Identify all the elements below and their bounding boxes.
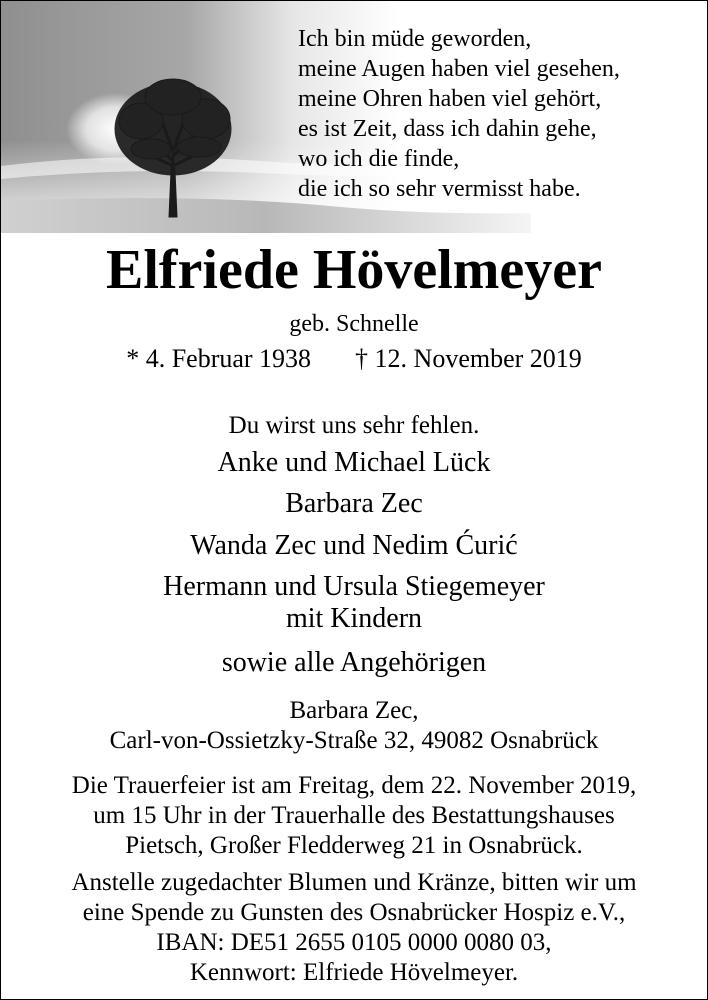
address-name: Barbara Zec, — [289, 697, 419, 724]
poem-line: meine Ohren haben viel gehört, — [298, 86, 602, 112]
poem-line: es ist Zeit, dass ich dahin gehe, — [298, 116, 597, 142]
mourner-line: Hermann und Ursula Stiegemeyer — [163, 571, 545, 602]
death-date: † 12. November 2019 — [355, 344, 582, 373]
birth-date: * 4. Februar 1938 — [126, 344, 312, 373]
donation-line: Anstelle zugedachter Blumen und Kränze, bitten wir um — [71, 869, 637, 896]
mourner-line: sowie alle Angehörigen — [221, 647, 487, 678]
funeral-line: Pietsch, Großer Fledderweg 21 in Osnabrück. — [125, 832, 583, 859]
mourner-line: Wanda Zec und Nedim Ćurić — [190, 530, 518, 561]
funeral-line: um 15 Uhr in der Trauerhalle des Bestattungshauses — [93, 802, 615, 829]
donation-line: Kennwort: Elfriede Hövelmeyer. — [189, 959, 519, 986]
mourner-line: Barbara Zec — [285, 488, 423, 519]
donation-line: IBAN: DE51 2655 0105 0000 0080 03, — [156, 929, 552, 956]
poem-line: wo ich die finde, — [298, 146, 460, 172]
funeral-line: Die Trauerfeier ist am Freitag, dem 22. November 2019, — [71, 772, 637, 799]
poem-verse — [298, 24, 620, 204]
life-dates — [0, 343, 708, 375]
mourner-line: Anke und Michael Lück — [217, 447, 491, 478]
poem-line: die ich so sehr vermisst habe. — [298, 176, 581, 202]
donation-line: eine Spende zu Gunsten des Osnabrücker Hospiz e.V., — [82, 899, 626, 926]
deceased-name: Elfriede Hövelmeyer — [105, 239, 602, 301]
maiden-name: geb. Schnelle — [289, 311, 419, 337]
address-street: Carl-von-Ossietzky-Straße 32, 49082 Osnabrück — [109, 727, 599, 754]
farewell-phrase: Du wirst uns sehr fehlen. — [228, 412, 480, 439]
poem-line: meine Augen haben viel gesehen, — [298, 56, 620, 82]
mourner-line: mit Kindern — [285, 603, 423, 634]
poem-line: Ich bin müde geworden, — [298, 26, 532, 52]
